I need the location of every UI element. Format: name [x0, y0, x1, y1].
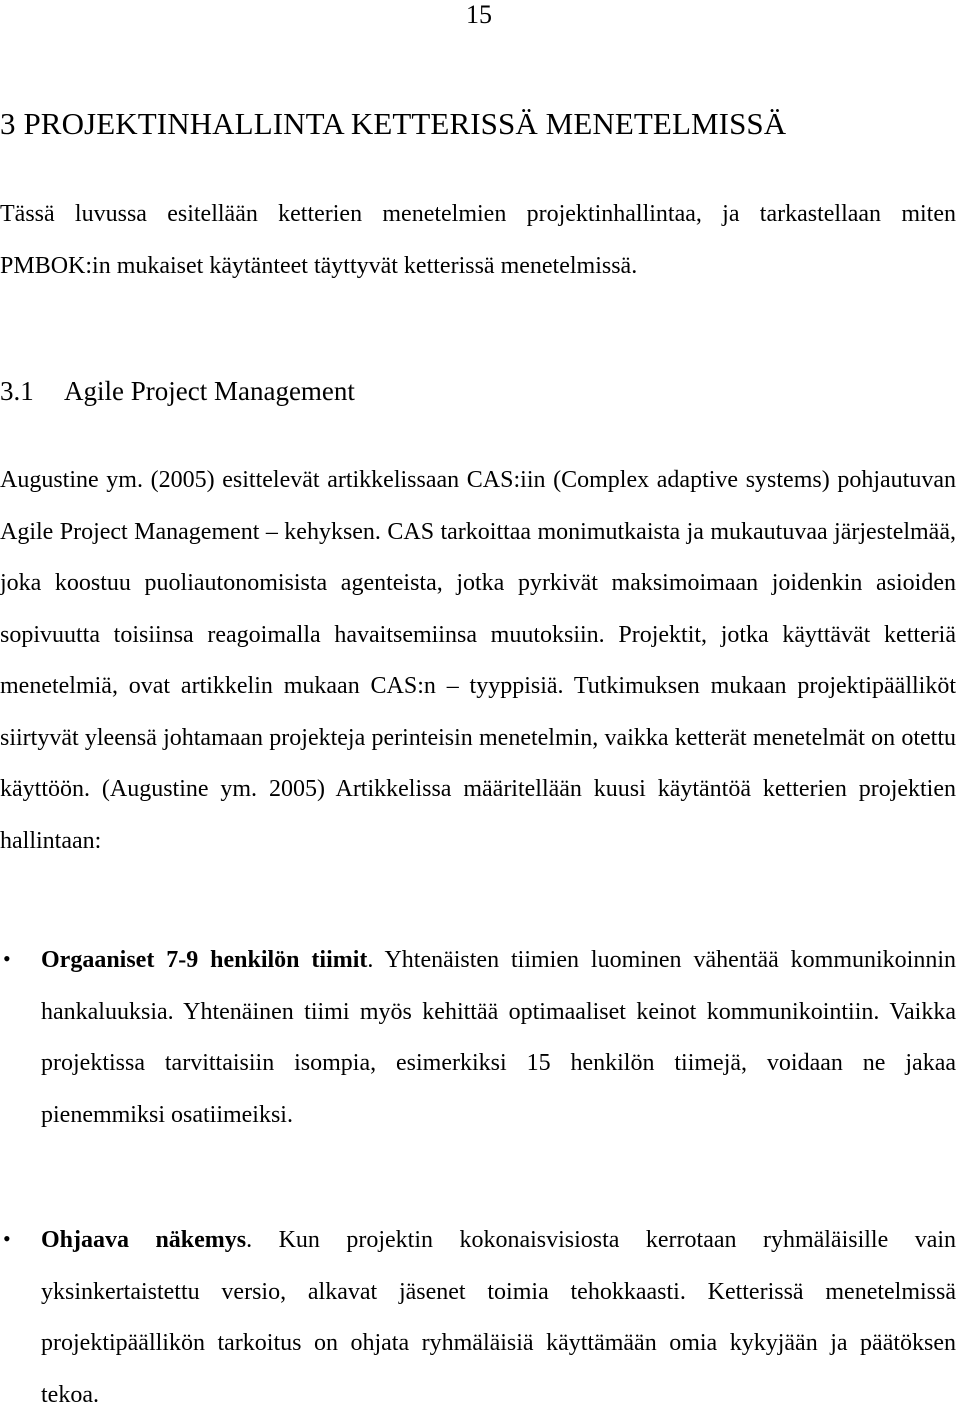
list-item-text	[41, 935, 956, 1141]
section-heading	[0, 373, 355, 409]
bullet-icon: •	[3, 946, 11, 971]
section-number: 3.1	[0, 376, 34, 406]
body-paragraph: Augustine ym. (2005) esittelevät artikkelissaan CAS:iin (Complex adaptive systems) pohjautuvan Agile Project Management – kehyksen. CAS tarkoittaa monimutkaista ja mukautuvaa järjestelmää, joka koostuu puoliautonomisista agenteista, jotka pyrkivät maksimoimaan joidenkin asioiden sopivuutta toisiinsa reagoimalla havaitsemiinsa muutoksiin. Projektit, jotka käyttävät ketteriä menetelmiä, ovat artikkelin mukaan CAS:n – tyyppisiä. Tutkimuksen mukaan projektipäälliköt siirtyvät yleensä johtamaan projekteja perinteisin menetelmin, vaikka ketterät menetelmät on otettu käyttöön. (Augustine ym. 2005) Artikkelissa määritellään kuusi käytäntöä ketterien projektien hallintaan:	[0, 467, 956, 854]
chapter-heading: 3 PROJEKTINHALLINTA KETTERISSÄ MENETELMISSÄ	[0, 106, 787, 141]
section-title: Agile Project Management	[64, 376, 355, 406]
page-number: 15	[466, 0, 492, 29]
bullet-icon: •	[3, 1226, 11, 1251]
list-item-title: Orgaaniset 7-9 henkilön tiimit	[41, 947, 368, 973]
intro-paragraph: Tässä luvussa esitellään ketterien menetelmien projektinhallintaa, ja tarkastellaan miten PMBOK:in mukaiset käytänteet täyttyvät ketterissä menetelmissä.	[0, 201, 956, 279]
list-item-title: Ohjaava näkemys	[41, 1227, 247, 1253]
list-item-body: . Kun projektin kokonaisvisiosta kerrotaan ryhmäläisille vain yksinkertaistettu versio, alkavat jäsenet toimia tehokkaasti. Ketterissä menetelmissä projektipäällikön tarkoitus on ohjata ryhmäläisiä käyttämään omia kykyjään ja päätöksen tekoa.	[41, 1227, 957, 1408]
list-item-body: . Yhtenäisten tiimien luominen vähentää kommunikoinnin hankaluuksia. Yhtenäinen tiimi myös kehittää optimaaliset keinot kommunikointiin. Vaikka projektissa tarvittaisiin isompia, esimerkiksi 15 henkilön tiimejä, voidaan ne jakaa pienemmiksi osatiimeiksi.	[41, 947, 956, 1128]
list-item-text	[41, 1215, 956, 1421]
